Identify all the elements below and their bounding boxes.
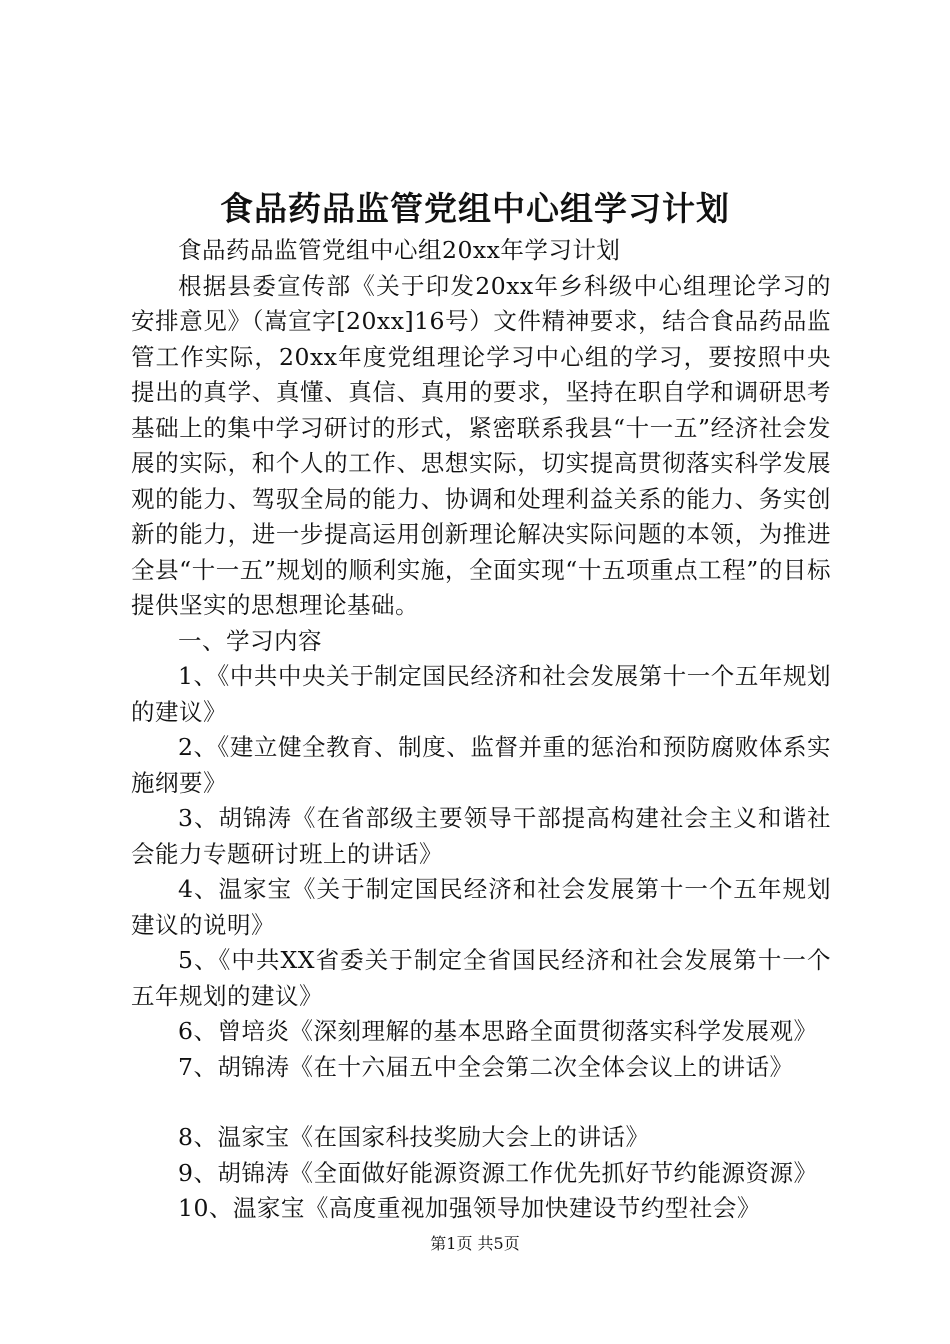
section-heading: 一、学习内容 xyxy=(178,626,322,655)
list-item: 2、《建立健全教育、制度、监督并重的惩治和预防腐败体系实施纲要》 xyxy=(131,733,831,797)
list-item: 7、胡锦涛《在十六届五中全会第二次全体会议上的讲话》 xyxy=(178,1052,794,1081)
list-item: 9、胡锦涛《全面做好能源资源工作优先抓好节约能源资源》 xyxy=(178,1158,818,1187)
document-subtitle: 食品药品监管党组中心组20xx年学习计划 xyxy=(178,236,621,264)
page-footer: 第1页 共5页 xyxy=(430,1234,520,1253)
list-item: 8、温家宝《在国家科技奖励大会上的讲话》 xyxy=(178,1123,650,1151)
intro-paragraph: 根据县委宣传部《关于印发20xx年乡科级中心组理论学习的安排意见》（嵩宣字[20xx]16号）文件精神要求，结合食品药品监管工作实际，20xx年度党组理论学习中心组的学习，要按照中央提出的真学、真懂、真信、真用的要求，坚持在职自学和调研思考基础上的集中学习研讨的形式，紧密联系我县“十一五”经济社会发展的实际，和个人的工作、思想实际，切实提高贯彻落实科学发展观的能力、驾驭全局的能力、协调和处理利益关系的能力、务实创新的能力，进一步提高运用创新理论解决实际问题的本领，为推进全县“十一五”规划的顺利实施，全面实现“十五项重点工程”的目标提供坚实的思想理论基础。 xyxy=(131,271,831,619)
list-item: 5、《中共XX省委关于制定全省国民经济和社会发展第十一个五年规划的建议》 xyxy=(131,946,831,1010)
list-item: 10、温家宝《高度重视加强领导加快建设节约型社会》 xyxy=(178,1194,761,1222)
document-body xyxy=(131,233,831,1227)
list-item: 4、温家宝《关于制定国民经济和社会发展第十一个五年规划建议的说明》 xyxy=(131,875,831,939)
document-title: 食品药品监管党组中心组学习计划 xyxy=(220,189,730,228)
list-item: 6、曾培炎《深刻理解的基本思路全面贯彻落实科学发展观》 xyxy=(178,1017,818,1045)
list-item: 3、胡锦涛《在省部级主要领导干部提高构建社会主义和谐社会能力专题研讨班上的讲话》 xyxy=(131,804,831,868)
list-item: 1、《中共中央关于制定国民经济和社会发展第十一个五年规划的建议》 xyxy=(131,662,831,726)
